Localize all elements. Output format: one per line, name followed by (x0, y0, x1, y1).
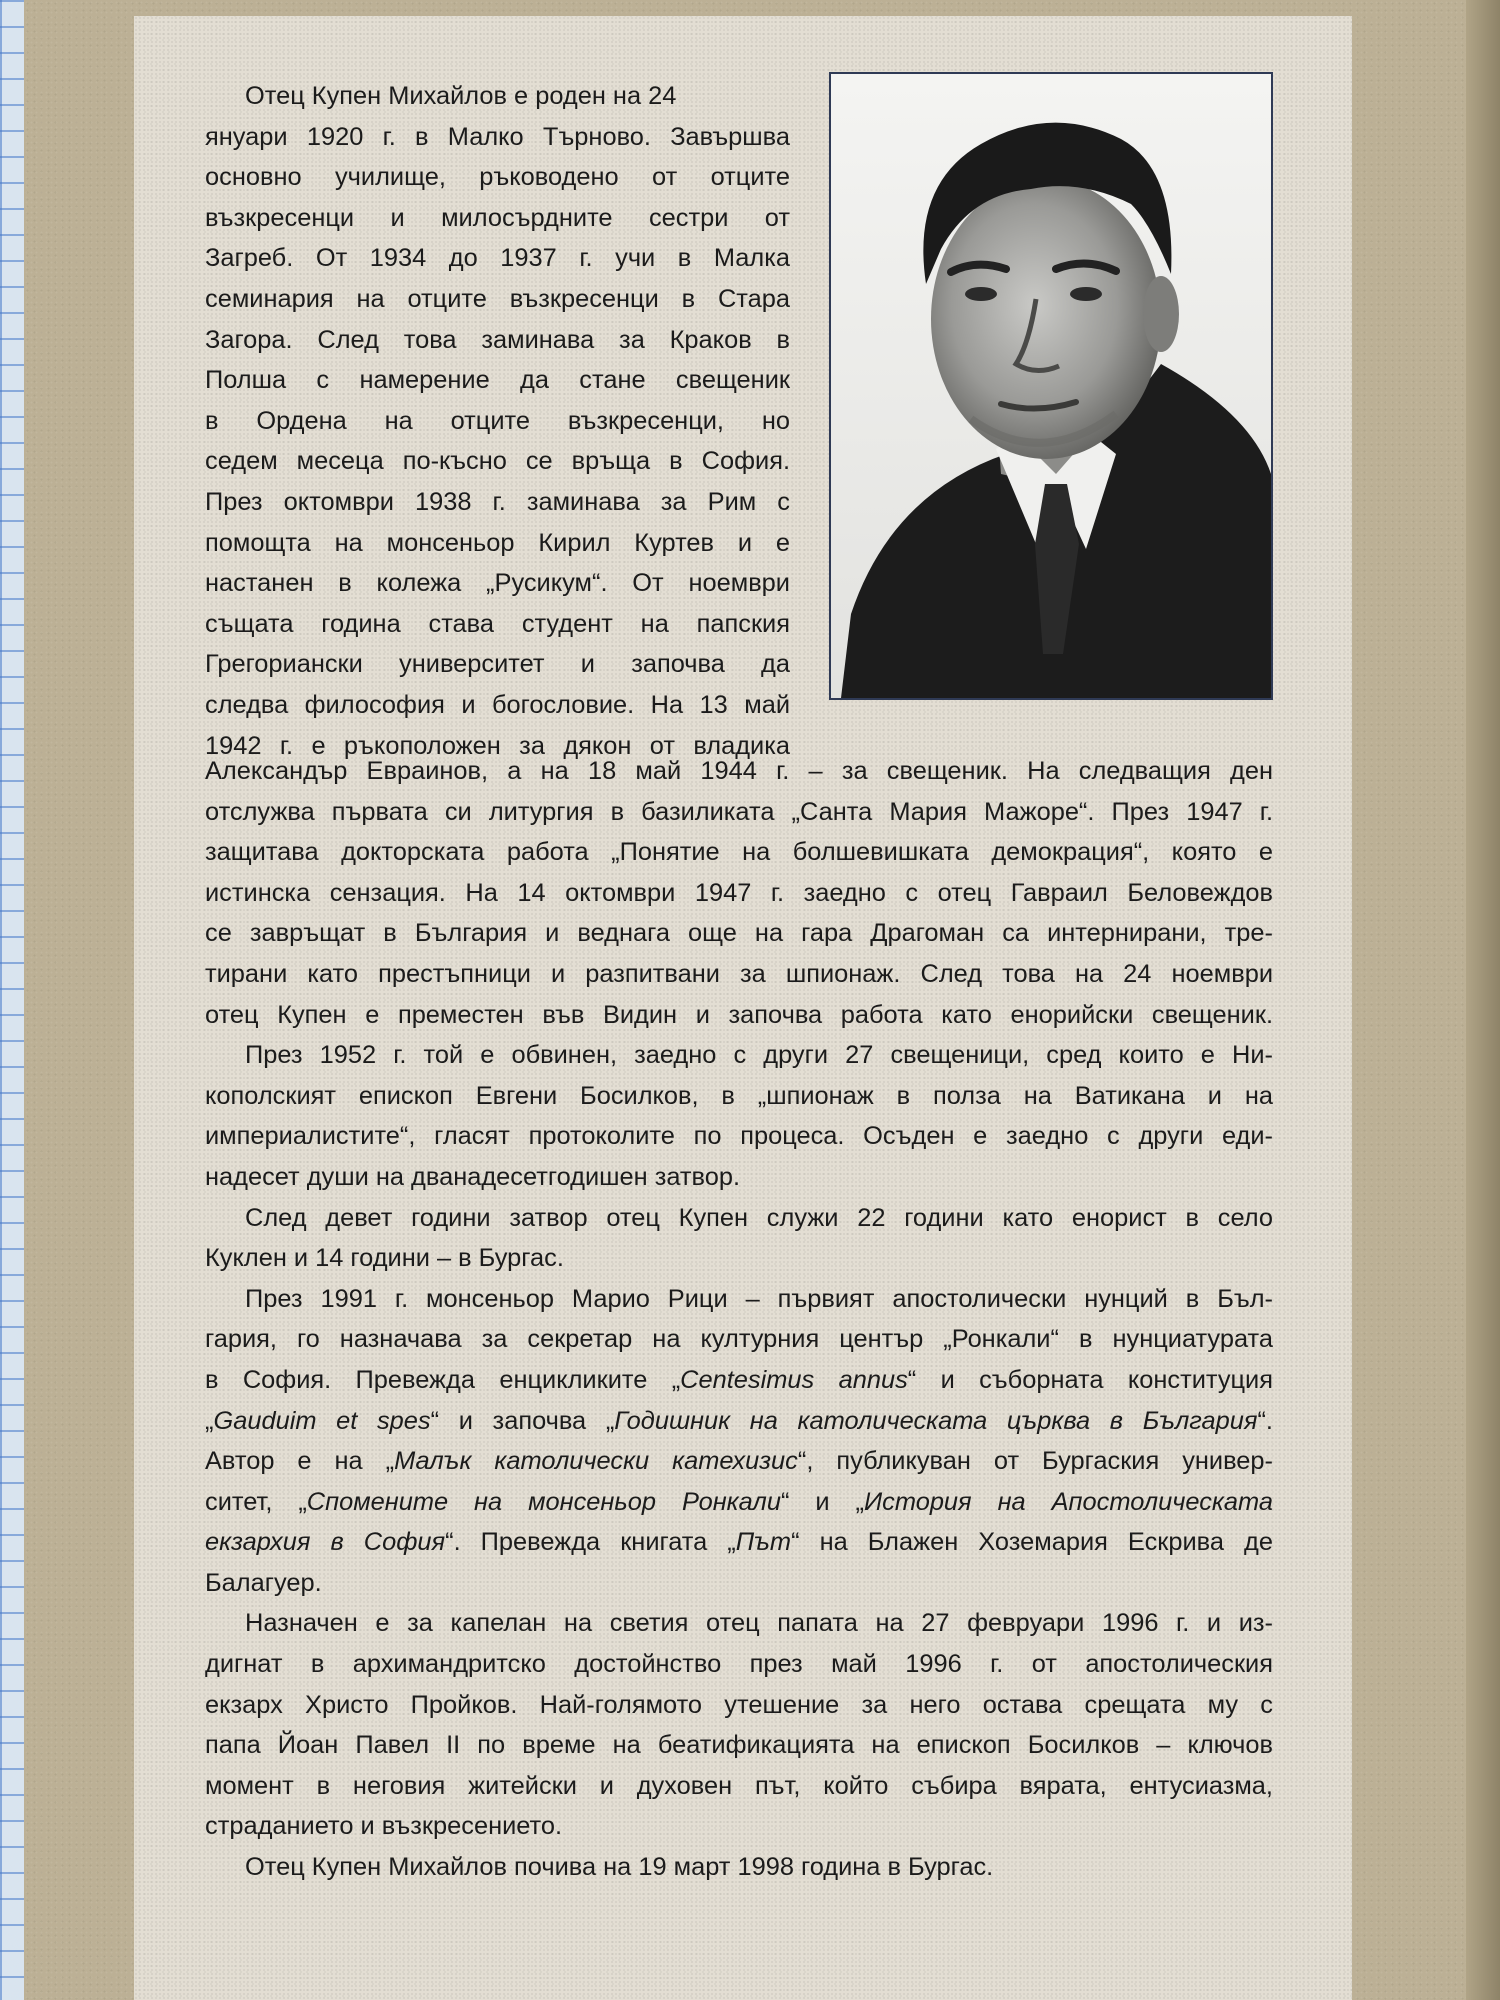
text-line: 1942 г. е ръкоположен за дякон от владика (205, 731, 790, 760)
text-run: „ (205, 1406, 214, 1435)
italic-title: Gauduim et spes (213, 1406, 431, 1435)
text-line: следва философия и богословие. На 13 май (205, 690, 790, 719)
text-run: “. Превежда книгата „ (445, 1528, 736, 1557)
text-line (205, 1401, 1273, 1442)
text-line: януари 1920 г. в Малко Търново. Завършва (205, 122, 790, 151)
text-line: Грегориански университет и започва да (205, 650, 790, 679)
text-line: същата година става студент на папския (205, 609, 790, 638)
text-line: папа Йоан Павел II по време на беатификацията на епископ Босилков – ключов (205, 1731, 1273, 1760)
text-line: Куклен и 14 години – в Бургас. (205, 1244, 564, 1273)
text-line: Отец Купен Михайлов е роден на 24 (245, 82, 677, 110)
graph-paper-background (0, 0, 24, 2000)
text-line: кополският епископ Евгени Босилков, в „шпионаж в полза на Ватикана и на (205, 1081, 1273, 1110)
text-line: Отец Купен Михайлов почива на 19 март 1998 година в Бургас. (245, 1853, 994, 1882)
text-line: помощта на монсеньор Кирил Куртев и е (205, 528, 790, 557)
text-line (205, 1441, 1273, 1482)
text-line: екзарх Христо Пройков. Най-голямото утешение за него остава срещата му с (205, 1690, 1273, 1719)
italic-title: Път (735, 1528, 792, 1557)
text-line: През 1952 г. той е обвинен, заедно с други 27 свещеници, сред които е Ни- (245, 1041, 1273, 1070)
text-line: Загора. След това заминава за Краков в (205, 325, 790, 354)
italic-title: Малък католически катехизис (394, 1447, 798, 1476)
text-line: дигнат в архимандритско достойнство през май 1996 г. от апостолическия (205, 1650, 1273, 1679)
text-line: защитава докторската работа „Понятие на болшевишката демокрация“, която е (205, 838, 1273, 867)
text-line: империалистите“, гласят протоколите по процеса. Осъден е заедно с други еди- (205, 1122, 1273, 1151)
text-line (205, 1522, 1273, 1563)
portrait-photo (829, 72, 1273, 700)
text-line: Загреб. От 1934 до 1937 г. учи в Малка (205, 244, 790, 273)
text-line: в Ордена на отците възкресенци, но (205, 406, 790, 435)
text-line: Полша с намерение да стане свещеник (205, 366, 790, 395)
text-line: През 1991 г. монсеньор Марио Рици – първият апостолически нунций в Бъл- (245, 1284, 1273, 1313)
biography-text-bottom (205, 751, 1273, 1888)
italic-title: екзархия в София (205, 1528, 446, 1557)
text-line: След девет години затвор отец Купен служи 22 години като енорист в село (245, 1203, 1273, 1232)
person-portrait-icon (831, 74, 1271, 698)
text-run: “ и започва „ (430, 1406, 615, 1435)
text-line: Александър Евраинов, а на 18 май 1944 г. – за свещеник. На следващия ден (205, 757, 1273, 785)
text-line: гария, го назначава за секретар на културния център „Ронкали“ в нунциатурата (205, 1325, 1273, 1354)
text-line: седем месеца по-късно се връща в София. (205, 447, 790, 476)
text-run: “. (1257, 1406, 1273, 1435)
italic-title: История на Апостолическата (863, 1487, 1273, 1516)
book-spine-edge (1466, 0, 1500, 2000)
text-line (205, 1482, 1273, 1523)
text-line: момент в неговия житейски и духовен път, който събира вярата, ентусиазма, (205, 1771, 1273, 1800)
text-line: основно училище, ръководено от отците (205, 163, 790, 192)
text-line: Назначен е за капелан на светия отец папата на 27 февруари 1996 г. и из- (245, 1609, 1273, 1638)
text-run: “ на Блажен Хоземария Ескрива де (791, 1528, 1273, 1557)
italic-title: Спомените на монсеньор Ронкали (306, 1487, 781, 1516)
text-line: истинска сензация. На 14 октомври 1947 г. заедно с отец Гавраил Беловеждов (205, 878, 1273, 907)
text-line: се завръщат в България и веднага още на гара Драгоман са интернирани, тре- (205, 919, 1273, 948)
text-run: в София. Превежда енцикликите „ (205, 1365, 681, 1394)
text-line: отслужва първата си литургия в базиликата „Санта Мария Мажоре“. През 1947 г. (205, 797, 1273, 826)
text-line: възкресенци и милосърдните сестри от (205, 203, 790, 232)
text-line: През октомври 1938 г. заминава за Рим с (205, 487, 790, 516)
text-line: настанен в колежа „Русикум“. От ноември (205, 569, 790, 598)
text-line: семинария на отците възкресенци в Стара (205, 284, 790, 313)
italic-title: Годишник на католическата църква в България (614, 1406, 1258, 1435)
text-run: “ и съборната конституция (907, 1365, 1273, 1394)
text-line: страданието и възкресението. (205, 1812, 563, 1841)
text-line: Балагуер. (205, 1568, 322, 1597)
text-run: ситет, „ (205, 1487, 307, 1516)
text-line: надесет души на дванадесетгодишен затвор. (205, 1162, 741, 1191)
text-run: “ и „ (780, 1487, 864, 1516)
text-line (205, 1360, 1273, 1401)
text-line: отец Купен е преместен във Видин и започва работа като енорийски свещеник. (205, 1000, 1273, 1029)
text-run: “, публикуван от Бургаския универ- (797, 1447, 1274, 1476)
italic-title: Centesimus annus (680, 1365, 908, 1394)
text-line: тирани като престъпници и разпитвани за шпионаж. След това на 24 ноември (205, 959, 1273, 988)
text-run: Автор е на „ (205, 1447, 395, 1476)
biography-text-top (205, 76, 790, 766)
